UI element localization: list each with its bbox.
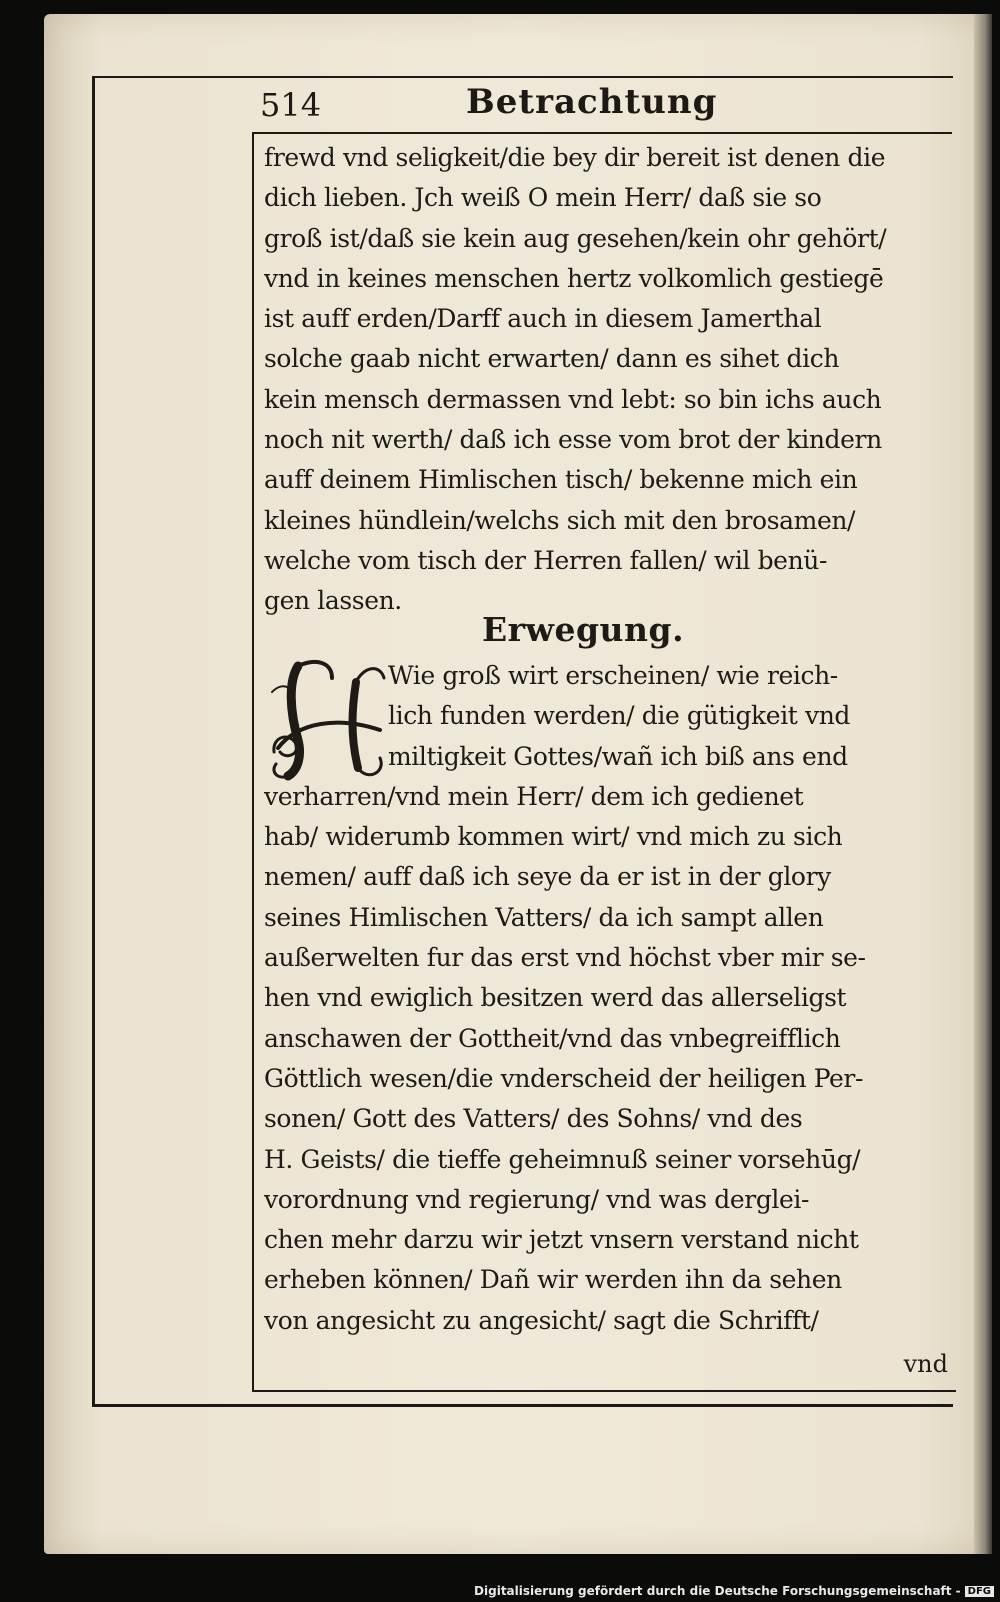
text-line: Wie groß wirt erscheinen/ wie reich- [388,661,838,690]
catchword: vnd [903,1350,948,1378]
text-line: auff deinem Himlischen tisch/ bekenne mich ein [264,465,858,495]
text-line: gen lassen. [264,586,402,616]
credit-text: Digitalisierung gefördert durch die Deutsche Forschungsgemeinschaft - [474,1584,961,1598]
text-line: noch nit werth/ daß ich esse vom brot der kindern [264,425,882,455]
text-line: H. Geists/ die tieffe geheimnuß seiner vorsehūg/ [264,1144,861,1174]
text-line: seines Himlischen Vatters/ da ich sampt allen [264,902,824,932]
page-number: 514 [260,86,322,124]
text-line: groß ist/daß sie kein aug gesehen/kein ohr gehört/ [264,223,887,253]
text-line: von angesicht zu angesicht/ sagt die Schrifft/ [264,1305,819,1335]
text-line: verharren/vnd mein Herr/ dem ich gedienet [264,781,804,811]
text-line: ist auff erden/Darff auch in diesem Jamerthal [264,304,822,334]
text-block-top [264,138,950,622]
text-line: hab/ widerumb kommen wirt/ vnd mich zu sich [264,822,843,852]
text-block-bottom [264,656,950,1341]
text-line: kleines hündlein/welchs sich mit den brosamen/ [264,505,856,535]
text-line: vnd in keines menschen hertz volkomlich gestiegē [264,263,884,293]
section-heading: Erwegung. [482,610,685,649]
text-line: welche vom tisch der Herren fallen/ wil benü- [264,545,828,575]
text-line: frewd vnd seligkeit/die bey dir bereit ist denen die [264,143,886,172]
text-line: vorordnung vnd regierung/ vnd was derglei- [264,1184,810,1214]
text-line: dich lieben. Jch weiß O mein Herr/ daß sie so [264,183,822,213]
text-line: lich funden werden/ die gütigkeit vnd [388,701,851,731]
text-line: nemen/ auff daß ich seye da er ist in der glory [264,862,831,892]
page-edge-shadow [974,14,992,1554]
text-line: hen vnd ewiglich besitzen werd das allerseligst [264,983,847,1013]
digitization-credit [474,1584,994,1598]
running-title: Betrachtung [466,82,718,122]
text-line: außerwelten fur das erst vnd höchst vber mir se- [264,943,866,973]
text-line: anschawen der Gottheit/vnd das vnbegreifflich [264,1023,841,1053]
dfg-logo: DFG [965,1586,994,1597]
text-line: solche gaab nicht erwarten/ dann es sihet dich [264,344,840,374]
text-line: kein mensch dermassen vnd lebt: so bin ichs auch [264,384,882,414]
text-line: erheben können/ Dañ wir werden ihn da sehen [264,1265,842,1295]
running-head [252,82,952,134]
text-line: miltigkeit Gottes/wañ ich biß ans end [388,741,848,771]
text-line: chen mehr darzu wir jetzt vnsern verstand nicht [264,1225,859,1255]
text-line: Göttlich wesen/die vnderscheid der heiligen Per- [264,1063,864,1093]
text-line: sonen/ Gott des Vatters/ des Sohns/ vnd des [264,1104,803,1134]
